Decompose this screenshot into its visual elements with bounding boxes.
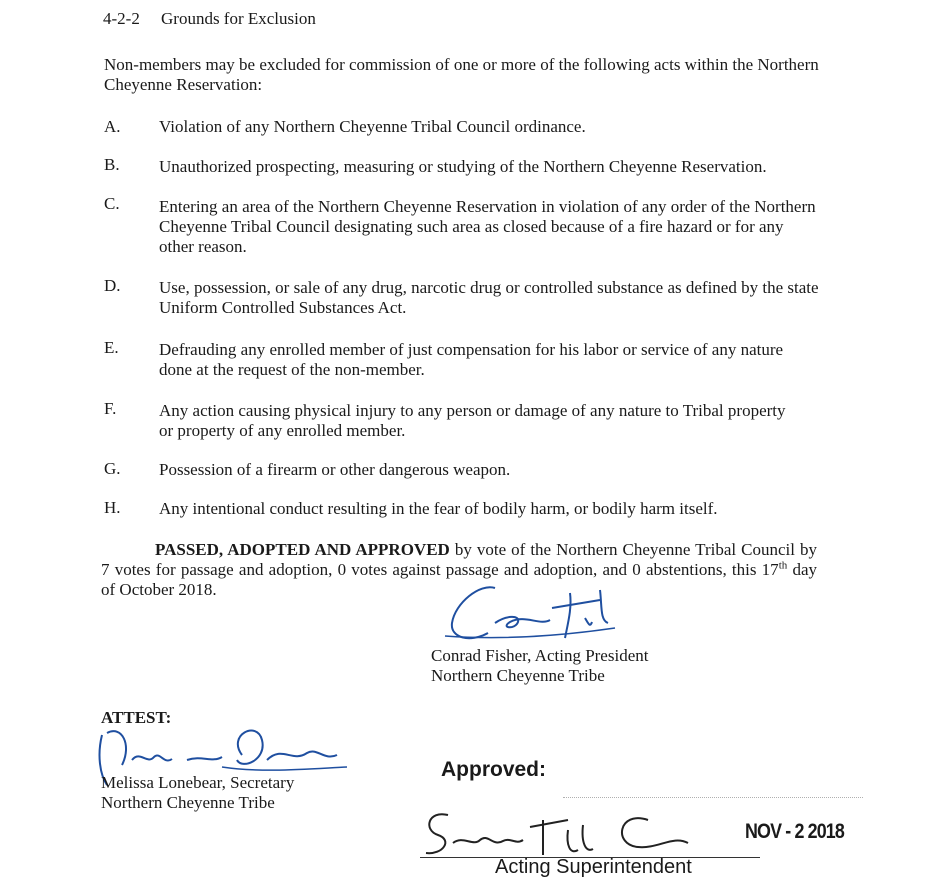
item-letter-b: B.	[104, 155, 120, 174]
secretary-org: Northern Cheyenne Tribe	[101, 793, 275, 812]
secretary-name-title: Melissa Lonebear, Secretary	[101, 773, 295, 792]
approved-label: Approved:	[441, 758, 546, 781]
item-text-h: Any intentional conduct resulting in the fear of bodily harm, or bodily harm itself.	[159, 499, 718, 518]
superintendent-title: Acting Superintendent	[495, 856, 692, 878]
attest-label: ATTEST:	[101, 708, 172, 727]
item-text-f: Any action causing physical injury to any person or damage of any nature to Tribal property or property of any enrolled member.	[159, 401, 786, 440]
item-text-c: Entering an area of the Northern Cheyenne Reservation in violation of any order of the Northern Cheyenne Tribal Council designating such area as closed because of a fire hazard or for any other reason.	[159, 197, 816, 256]
date-stamp: NOV - 2 2018	[745, 820, 844, 843]
president-signature	[440, 578, 630, 648]
item-letter-e: E.	[104, 338, 119, 357]
president-org: Northern Cheyenne Tribe	[431, 666, 605, 685]
signature-dotted-line	[563, 797, 863, 798]
president-name-title: Conrad Fisher, Acting President	[431, 646, 649, 665]
item-letter-d: D.	[104, 276, 121, 295]
section-heading	[103, 9, 316, 29]
section-title: Grounds for Exclusion	[161, 9, 316, 28]
item-letter-a: A.	[104, 117, 121, 136]
resolution-ordinal: th	[778, 559, 788, 572]
item-text-g: Possession of a firearm or other dangerous weapon.	[159, 460, 511, 479]
resolution-text-end: day of October 2018.	[101, 560, 818, 599]
resolution-bold-lead: PASSED, ADOPTED AND APPROVED	[155, 540, 450, 559]
item-text-b: Unauthorized prospecting, measuring or studying of the Northern Cheyenne Reservation.	[159, 157, 767, 176]
president-signature-block	[431, 646, 648, 686]
item-letter-c: C.	[104, 194, 120, 213]
item-letter-g: G.	[104, 459, 121, 478]
item-text-e: Defrauding any enrolled member of just compensation for his labor or service of any nature done at the request of the non-member.	[159, 340, 784, 379]
section-number: 4-2-2	[103, 9, 140, 28]
item-letter-f: F.	[104, 399, 117, 418]
secretary-signature-block	[101, 773, 294, 813]
resolution-text: by vote of the Northern Cheyenne Tribal Council by 7 votes for passage and adoption, 0 votes against passage and adoption, and 0 abstentions, this 17	[101, 540, 817, 579]
intro-paragraph: Non-members may be excluded for commission of one or more of the following acts within the Northern Cheyenne Reservation:	[104, 55, 819, 94]
item-letter-h: H.	[104, 498, 121, 517]
item-text-d: Use, possession, or sale of any drug, narcotic drug or controlled substance as defined by the state Uniform Controlled Substances Act.	[159, 278, 819, 317]
item-text-a: Violation of any Northern Cheyenne Tribal Council ordinance.	[159, 117, 586, 136]
